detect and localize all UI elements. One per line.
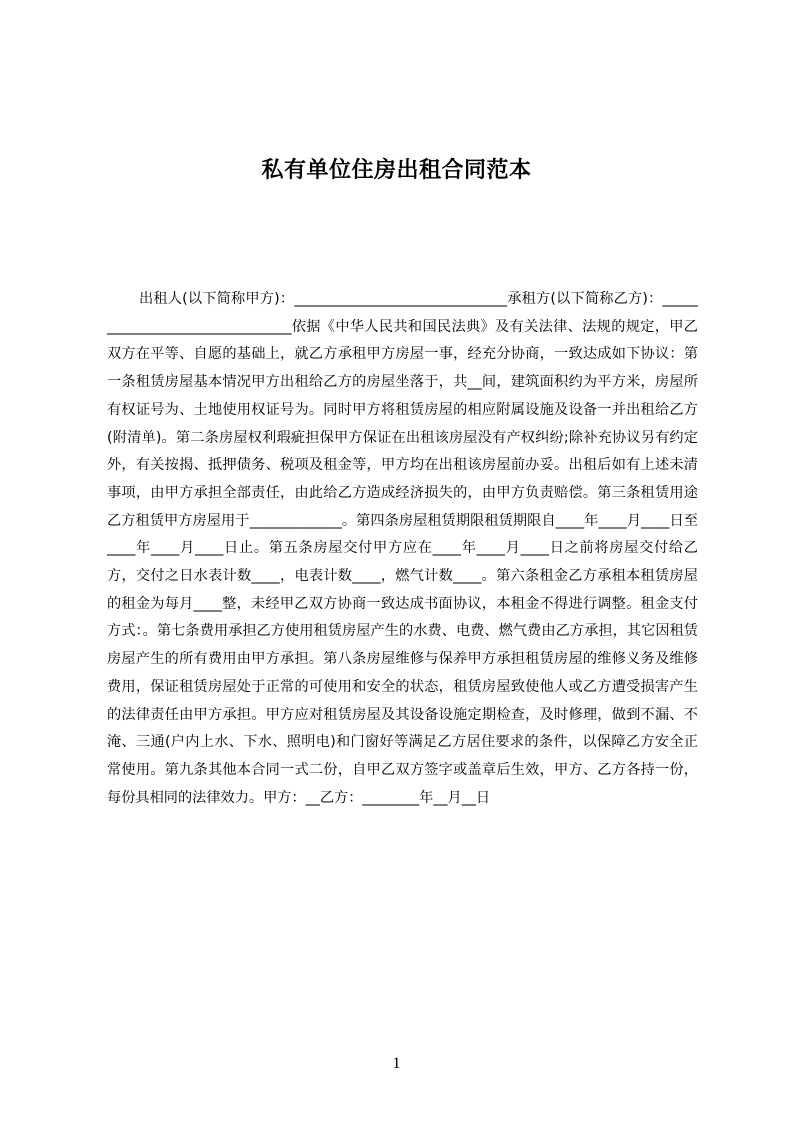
page-number: 1 <box>392 1055 401 1072</box>
contract-body-text: 出租人(以下简称甲方)：______________________________承租方(以下简称乙方)：_______________________________依据《中华人民共和国民法典》及有关法律、法规的规定，甲乙双方在平等、自愿的基础上，就乙方承租甲方房屋一事，经充分协商，一致达成如下协议：第一条租赁房屋基本情况甲方出租给乙方的房屋坐落于，共__间，建筑面积约为平方米，房屋所有权证号为、土地使用权证号为。同时甲方将租赁房屋的相应附属设施及设备一并出租给乙方(附清单)。第二条房屋权利瑕疵担保甲方保证在出租该房屋没有产权纠纷;除补充协议另有约定外，有关按揭、抵押债务、税项及租金等，甲方均在出租该房屋前办妥。出租后如有上述未清事项，由甲方承担全部责任，由此给乙方造成经济损失的，由甲方负责赔偿。第三条租赁用途乙方租赁甲方房屋用于_____________。第四条房屋租赁期限租赁期限自____年____月____日至____年____月____日止。第五条房屋交付甲方应在____年____月____日之前将房屋交付给乙方，交付之日水表计数____，电表计数____，燃气计数____。第六条租金乙方承租本租赁房屋的租金为每月____整，未经甲乙双方协商一致达成书面协议，本租金不得进行调整。租金支付方式：。第七条费用承担乙方使用租赁房屋产生的水费、电费、燃气费由乙方承担，其它因租赁房屋产生的所有费用由甲方承担。第八条房屋维修与保养甲方承担租赁房屋的维修义务及维修费用，保证租赁房屋处于正常的可使用和安全的状态，租赁房屋致使他人或乙方遭受损害产生的法律责任由甲方承担。甲方应对租赁房屋及其设备设施定期检查，及时修理，做到不漏、不淹、三通(户内上水、下水、照明电)和门窗好等满足乙方居住要求的条件，以保障乙方安全正常使用。第九条其他本合同一式二份，自甲乙双方签字或盖章后生效，甲方、乙方各持一份，每份具相同的法律效力。甲方：__乙方：________年__月__日 <box>107 291 698 806</box>
document-title: 私有单位住房出租合同范本 <box>261 157 532 183</box>
